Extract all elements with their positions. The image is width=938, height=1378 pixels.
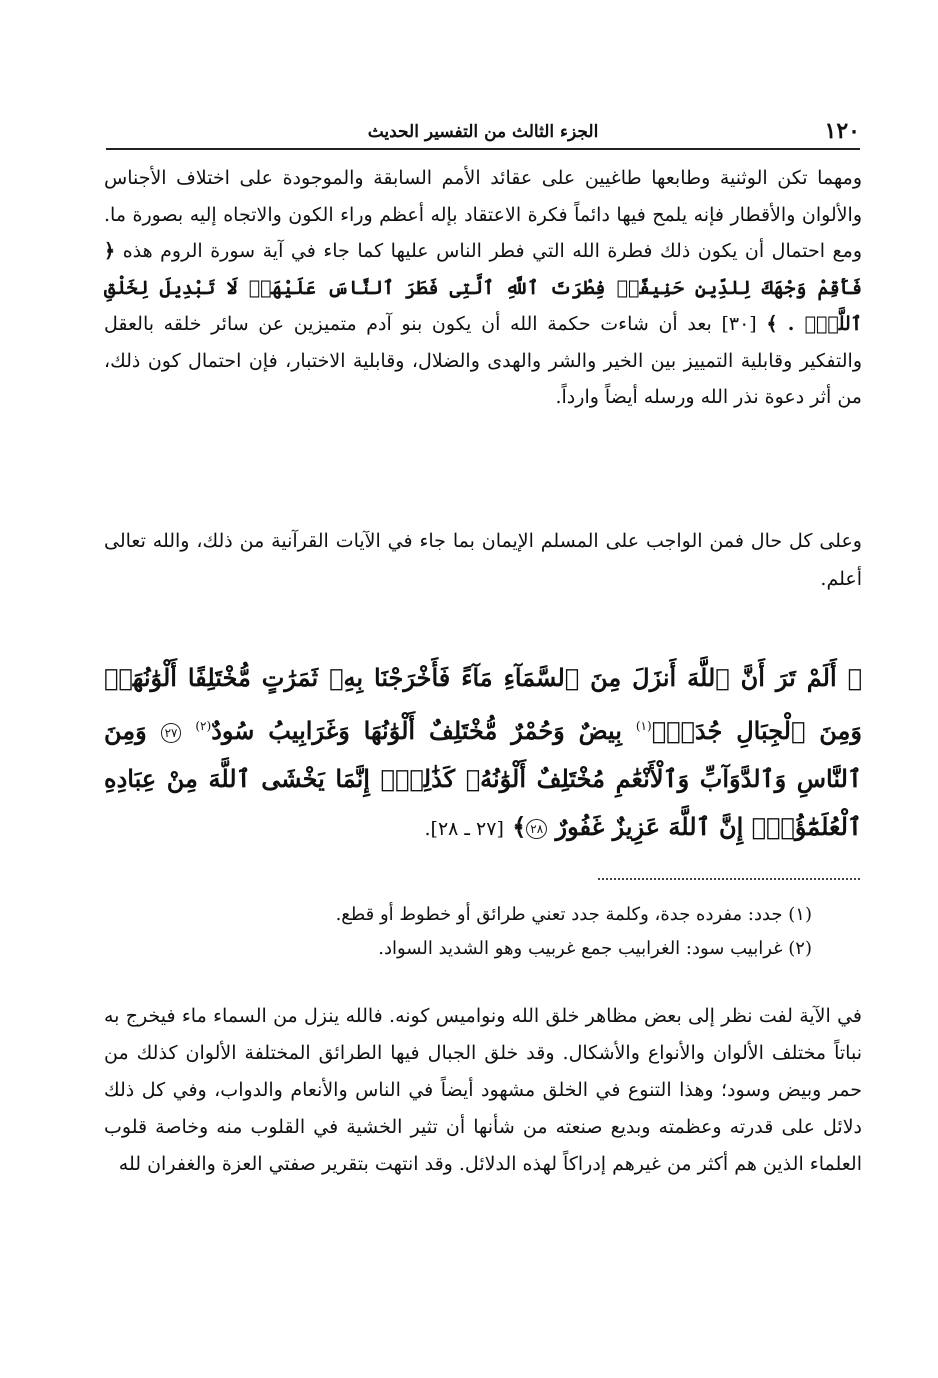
- page-header: [106, 112, 860, 150]
- footnote-mark-2: (٢): [195, 719, 212, 733]
- paragraph-3: [104, 998, 862, 1183]
- verses-ref: [٢٧ ـ ٢٨].: [424, 818, 504, 840]
- verse-part-2: بِيضٌ وَحُمْرٌ مُّخْتَلِفٌ أَلْوَٰنُهَا وَغَرَابِيبُ سُودٌ: [211, 716, 622, 745]
- paragraph-2-text: وعلى كل حال فمن الواجب على المسلم الإيمان بما جاء في الآيات القرآنية من ذلك، والله تعالى أعلم.: [104, 530, 862, 590]
- verse-part-3: وَمِنَ ٱلنَّاسِ وَٱلدَّوَآبِّ وَٱلْأَنْعَٰمِ مُخْتَلِفٌ أَلْوَٰنُهُۥ كَذَٰلِكَۗ إِنَّمَا يَخْشَى ٱللَّهَ مِنْ عِبَادِهِ ٱلْعُلَمَٰٓؤُاْۗ إِنَّ ٱللَّهَ عَزِيزٌ غَفُورٌ: [104, 716, 862, 841]
- footnote-2: (٢) غرابيب سود: الغرابيب جمع غربيب وهو الشديد السواد.: [378, 938, 812, 959]
- paragraph-1-text-after-verse: بعد أن شاءت حكمة الله أن يكون بنو آدم متميزين عن سائر خلقه بالعقل والتفكير وقابلية التمييز بين الخير والشر والهدى والضلال، وقابلية الاختبار، فإن احتمال كون ذلك، من أثر دعوة نذر الله ورسله أيضاً وارداً.: [104, 313, 862, 408]
- footnote-mark-1: (١): [635, 719, 652, 733]
- running-title: الجزء الثالث من التفسير الحديث: [367, 122, 599, 142]
- footnote-separator: [598, 878, 860, 880]
- quran-verses-block: [104, 654, 862, 853]
- quoted-verse: ﴿ فَأَقِمْ وَجْهَكَ لِلدِّينِ حَنِيفًاۚ فِطْرَتَ ٱللَّهِ ٱلَّتِى فَطَرَ ٱلنَّاسَ عَلَيْهَاۚ لَا تَبْدِيلَ لِخَلْقِ ٱللَّهِۚ . ﴾: [104, 240, 862, 335]
- paragraph-1: [104, 160, 862, 416]
- paragraph-2: [104, 522, 862, 598]
- verse-part-1: ﴿ أَلَمْ تَرَ أَنَّ ٱللَّهَ أَنزَلَ مِنَ ٱلسَّمَآءِ مَآءً فَأَخْرَجْنَا بِهِۦ ثَمَرَٰتٍ مُّخْتَلِفًا أَلْوَٰنُهَاۚ وَمِنَ ٱلْجِبَالِ جُدَدٌۢ: [104, 663, 862, 745]
- footnote-1: (١) جدد: مفرده جدة، وكلمة جدد تعني طرائق أو خطوط أو قطع.: [335, 904, 812, 925]
- paragraph-1-text-before-verse: ومهما تكن الوثنية وطابعها طاغيين على عقائد الأمم السابقة والموجودة على اختلاف الأجناس والألوان والأقطار فإنه يلمح فيها دائماً فكرة الاعتقاد بإله أعظم وراء الكون والاتجاه إليه بصورة ما. ومع احتمال أن يكون ذلك فطرة الله التي فطر الناس عليها كما جاء في آية سورة الروم هذه: [104, 167, 862, 262]
- ayah-number-27: ٢٧: [161, 723, 182, 743]
- footnotes: [104, 898, 862, 966]
- verse-closing-bracket: ﴾: [512, 812, 527, 841]
- ayah-number-28: ٢٨: [526, 819, 547, 839]
- page-number: ١٢٠: [824, 118, 860, 144]
- paragraph-3-text: في الآية لفت نظر إلى بعض مظاهر خلق الله ونواميس كونه. فالله ينزل من السماء ماء فيخرج به نباتاً مختلف الألوان والأنواع والأشكال. وقد خلق الجبال فيها الطرائق المختلفة الألوان كذلك من حمر وبيض وسود؛ وهذا التنوع في الخلق مشهود أيضاً في الناس والأنعام والدواب، وفي كل ذلك دلائل على قدرته وعظمته وبديع صنعته من شأنها أن تثير الخشية في القلوب منه وخاصة قلوب العلماء الذين هم أكثر من غيرهم إدراكاً لهذه الدلائل. وقد انتهت بتقرير صفتي العزة والغفران لله: [104, 1005, 862, 1175]
- quoted-verse-ref: [٣٠]: [721, 313, 757, 335]
